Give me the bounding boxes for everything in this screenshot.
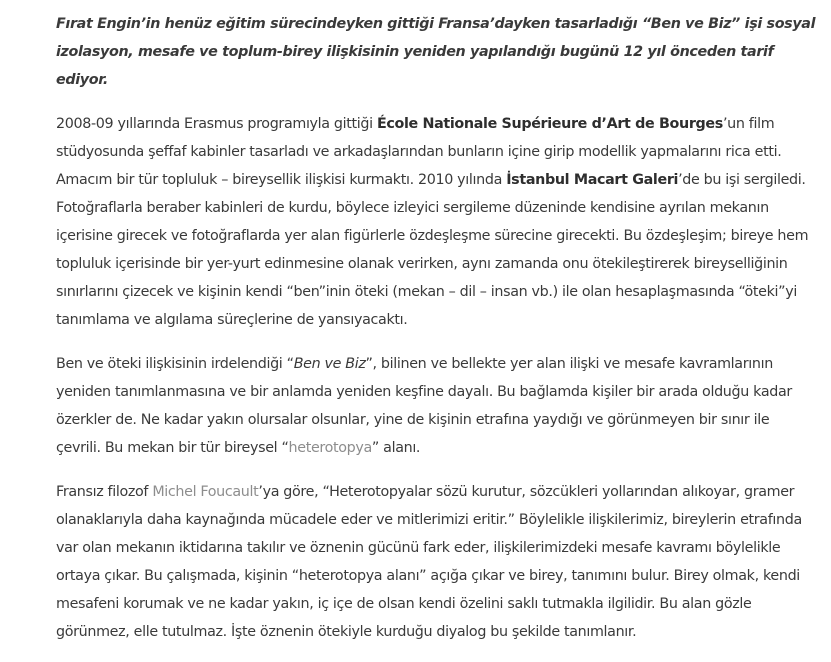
work-title: Ben ve Biz	[293, 356, 366, 372]
paragraph-2-text-2: ”, bilinen ve bellekte yer alan ilişki ve mesafe kavramlarının yeniden tanımlanmasına ve bir anlamda yeniden keşfine dayalı. Bu bağlamda kişiler bir arada olduğu kadar özerkler de. Ne kadar yakın olursalar olsunlar, yine de kişinin etrafına yaydığı ve görünmeyen bir sınır ile çevrili. Bu mekan bir tür bireysel “	[56, 356, 792, 456]
foucault-link[interactable]: Michel Foucault	[152, 484, 259, 500]
paragraph-2-text-1: Ben ve öteki ilişkisinin irdelendiği “	[56, 356, 294, 372]
gallery-name: İstanbul Macart Galeri	[506, 172, 679, 188]
paragraph-3-text-1: Fransız filozof	[56, 484, 153, 500]
paragraph-2-text-3: ” alanı.	[371, 440, 421, 456]
article-body	[56, 10, 816, 662]
paragraph-1	[56, 110, 816, 334]
paragraph-1-text-2: ’un film stüdyosunda şeffaf kabinler tasarladı ve arkadaşlarından bunların içine girip modellik yapmalarını rica etti. Amacım bir tür topluluk – bireysellik ilişkisi kurmaktı. 2010 yılında	[56, 116, 782, 188]
paragraph-3-text-2: ’ya göre, “Heterotopyalar sözü kurutur, sözcükleri yollarından alıkoyar, gramer olanaklarıyla daha kaynağında mücadele eder ve mitlerimizi eritir.” Böylelikle ilişkilerimiz, bireylerin etrafında var olan mekanın iktidarına takılır ve öznenin gücünü fark eder, ilişkilerimizdeki mesafe kavramı böylelikle ortaya çıkar. Bu çalışmada, kişinin “heterotopya alanı” açığa çıkar ve birey, tanımını bulur. Birey olmak, kendi mesafeni korumak ve ne kadar yakın, iç içe de olsan kendi özelini saklı tutmakla ilgilidir. Bu alan gözle görünmez, elle tutulmaz. İşte öznenin ötekiyle kurduğu diyalog bu şekilde tanımlanır.	[56, 484, 802, 640]
heterotopya-link[interactable]: heterotopya	[288, 440, 372, 456]
lead-paragraph: Fırat Engin’in henüz eğitim sürecindeyken gittiği Fransa’dayken tasarladığı “Ben ve Biz” işi sosyal izolasyon, mesafe ve toplum-birey ilişkisinin yeniden yapılandığı bugünü 12 yıl önceden tarif ediyor.	[56, 16, 816, 88]
paragraph-3	[56, 478, 816, 646]
paragraph-1-text-1: 2008-09 yıllarında Erasmus programıyla gittiği	[56, 116, 377, 132]
paragraph-2	[56, 350, 816, 462]
school-name: École Nationale Supérieure d’Art de Bourges	[376, 116, 723, 132]
paragraph-1-text-3: ’de bu işi sergiledi. Fotoğraflarla beraber kabinleri de kurdu, böylece izleyici sergileme düzeninde kendisine ayrılan mekanın içerisine girecek ve fotoğraflarda yer alan figürlerle özdeşleşme sürecine girecekti. Bu özdeşleşim; bireye hem topluluk içerisinde bir yer-yurt edinmesine olanak verirken, aynı zamanda onu ötekileştirerek bireyselliğinin sınırlarını çizecek ve kişinin kendi “ben”inin öteki (mekan – dil – insan vb.) ile olan hesaplaşmasında “öteki”yi tanımlama ve algılama süreçlerine de yansıyacaktı.	[56, 172, 809, 328]
